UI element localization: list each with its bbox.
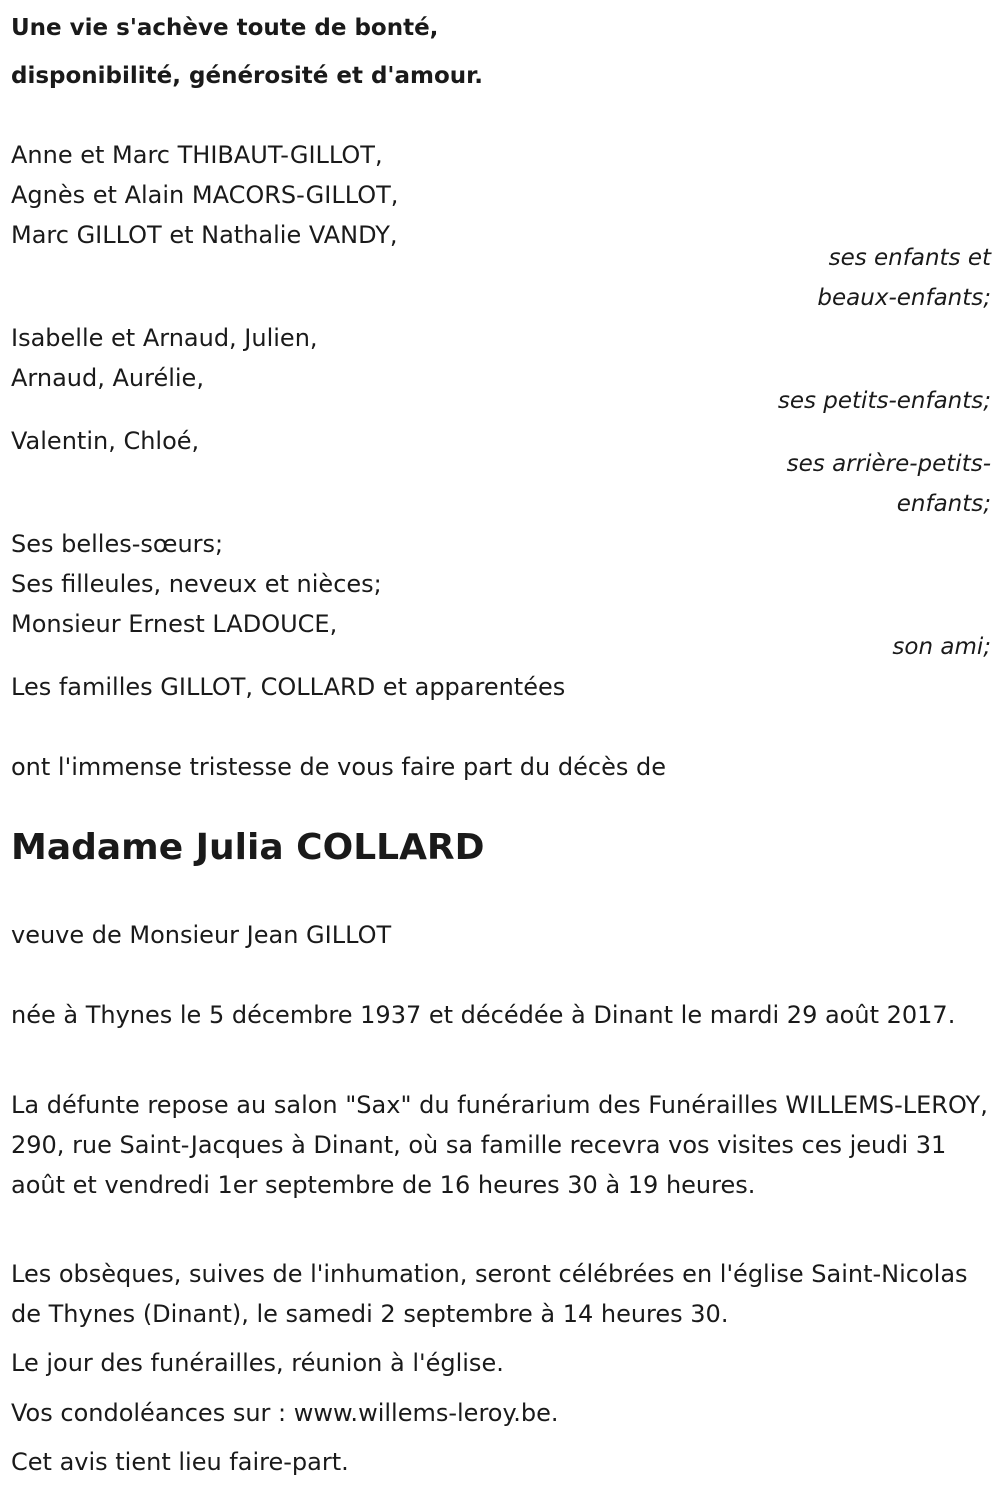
child-couple-1: Anne et Marc THIBAUT-GILLOT, xyxy=(11,141,383,169)
grandchildren-line-2: Arnaud, Aurélie, xyxy=(11,364,204,392)
children-role-line-2: beaux-enfants; xyxy=(817,285,991,311)
sisters-in-law: Ses belles-sœurs; xyxy=(11,530,224,558)
related-families: Les familles GILLOT, COLLARD et apparentées xyxy=(11,673,566,701)
widow-of: veuve de Monsieur Jean GILLOT xyxy=(11,921,392,949)
children-role-line-1: ses enfants et xyxy=(828,245,991,271)
epigraph-line-1: Une vie s'achève toute de bonté, xyxy=(11,15,439,41)
birth-death-paragraph: née à Thynes le 5 décembre 1937 et décédée à Dinant le mardi 29 août 2017. xyxy=(11,1001,956,1029)
friend-role: son ami; xyxy=(892,634,991,660)
great-grandchildren-role-line-2: enfants; xyxy=(896,491,991,517)
grandchildren-role: ses petits-enfants; xyxy=(777,388,991,414)
meeting-line: Le jour des funérailles, réunion à l'église. xyxy=(11,1349,504,1377)
condolences-line: Vos condoléances sur : www.willems-leroy.be. xyxy=(11,1399,559,1427)
epigraph-line-2: disponibilité, générosité et d'amour. xyxy=(11,63,483,89)
friend-name: Monsieur Ernest LADOUCE, xyxy=(11,610,338,638)
great-grandchildren: Valentin, Chloé, xyxy=(11,427,200,455)
grandchildren-line-1: Isabelle et Arnaud, Julien, xyxy=(11,324,318,352)
child-couple-3: Marc GILLOT et Nathalie VANDY, xyxy=(11,221,398,249)
goddaughters-nephews-nieces: Ses filleules, neveux et nièces; xyxy=(11,570,382,598)
visitation-paragraph: La défunte repose au salon "Sax" du funérarium des Funérailles WILLEMS-LEROY, 290, rue Saint-Jacques à Dinant, où sa famille recevra vos visites ces jeudi 31 août et vendredi 1er septembre de 16 heures 30 à 19 heures. xyxy=(11,1091,988,1199)
notice-line: Cet avis tient lieu faire-part. xyxy=(11,1448,349,1476)
great-grandchildren-role-line-1: ses arrière-petits- xyxy=(786,451,991,477)
announcement-text: ont l'immense tristesse de vous faire part du décès de xyxy=(11,753,666,781)
funeral-paragraph: Les obsèques, suives de l'inhumation, seront célébrées en l'église Saint-Nicolas de Thynes (Dinant), le samedi 2 septembre à 14 heures 30. xyxy=(11,1260,968,1328)
deceased-name: Madame Julia COLLARD xyxy=(11,827,485,868)
child-couple-2: Agnès et Alain MACORS-GILLOT, xyxy=(11,181,399,209)
